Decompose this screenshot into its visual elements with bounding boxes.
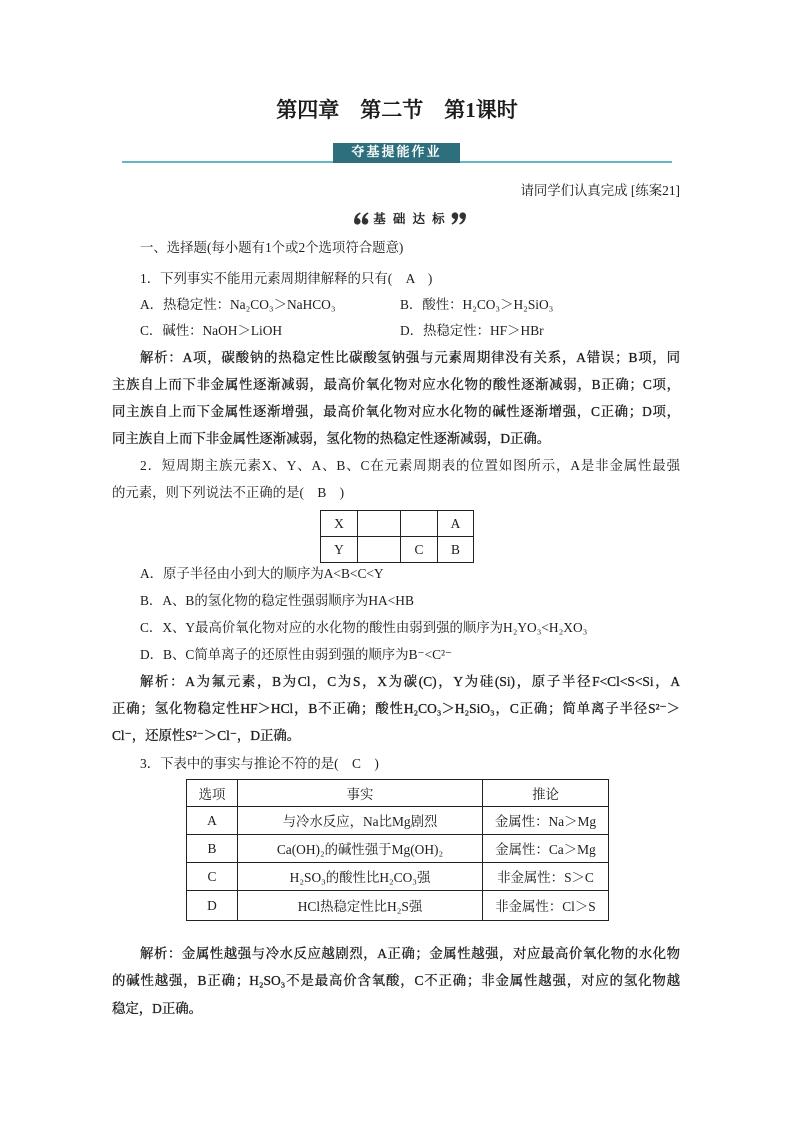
- table-cell: A: [187, 807, 238, 835]
- option-a: A．原子半径由小到大的顺序为A<B<C<Y: [140, 565, 384, 581]
- table-header-cell: 选项: [187, 780, 238, 807]
- fact-inference-table: [186, 779, 609, 921]
- option-a: A．热稳定性：Na₂CO₃＞NaHCO₃: [140, 296, 336, 312]
- section-heading: 一、选择题(每小题有1个或2个选项符合题意): [140, 239, 404, 255]
- analysis-line: 的碱性越强，B正确；H₂SO₃不是最高价含氧酸，C不正确；非金属性越强，对应的氢化物越: [112, 973, 680, 988]
- table-cell: HCl热稳定性比H₂S强: [238, 891, 483, 921]
- analysis-line: 主族自上而下非金属性逐渐减弱，最高价氧化物对应水化物的酸性逐渐减弱，B正确；C项，: [112, 376, 680, 392]
- table-cell: B: [438, 537, 474, 563]
- table-cell: B: [187, 835, 238, 863]
- table-header-cell: 事实: [238, 780, 483, 807]
- option-row: [112, 317, 680, 344]
- analysis-line: Cl⁻，还原性S²⁻＞Cl⁻，D正确。: [112, 727, 301, 743]
- question-2-analysis: [112, 668, 680, 749]
- table-header-row: [187, 780, 609, 807]
- homework-badge: 夺基提能作业: [333, 143, 460, 163]
- table-row: [187, 891, 609, 921]
- table-cell: 非金属性：S＞C: [483, 863, 609, 891]
- option-b: B．A、B的氢化物的稳定性强弱顺序为HA<HB: [140, 592, 414, 608]
- question-1-analysis: [112, 344, 680, 452]
- question-2-stem: [112, 452, 680, 506]
- section-heading-block: [112, 234, 680, 261]
- table-cell: [401, 511, 438, 537]
- table-header-cell: 推论: [483, 780, 609, 807]
- question-stem-line: 1．下列事实不能用元素周期律解释的只有( A ): [140, 270, 433, 286]
- question-1-stem: [112, 265, 680, 292]
- analysis-line: 正确；氢化物稳定性HF＞HCl，B不正确；酸性H₂CO₃＞H₂SiO₃，C正确；简单离子半径S²⁻＞: [112, 700, 680, 716]
- option-c: C．碱性：NaOH＞LiOH: [140, 322, 283, 338]
- periodic-position-table: [320, 510, 474, 563]
- table-row: [321, 511, 474, 537]
- option-b: B．酸性：H₂CO₃＞H₂SiO₃: [400, 296, 554, 312]
- analysis-line: 同主族自上而下非金属性逐渐减弱，氢化物的热稳定性逐渐减弱，D正确。: [112, 430, 551, 446]
- level-tag: [350, 207, 470, 229]
- question-stem-line: 的元素，则下列说法不正确的是( B ): [112, 484, 345, 500]
- analysis-line: 稳定，D正确。: [112, 1000, 203, 1016]
- table-cell: Y: [321, 537, 358, 563]
- analysis-line: 同主族自上而下金属性逐渐增强，最高价氧化物对应水化物的碱性逐渐增强，C正确；D项，: [112, 403, 680, 419]
- analysis-line: 解析：A项，碳酸钠的热稳定性比碳酸氢钠强与元素周期律没有关系，A错误；B项，同: [140, 349, 680, 365]
- table-cell: Ca(OH)₂的碱性强于Mg(OH)₂: [238, 835, 483, 863]
- option-d: D．B、C简单离子的还原性由弱到强的顺序为B⁻<C²⁻: [140, 646, 453, 662]
- question-3-stem: [112, 750, 680, 777]
- table-cell: H₂SO₃的酸性比H₂CO₃强: [238, 863, 483, 891]
- table-cell: C: [187, 863, 238, 891]
- table-cell: 非金属性：Cl＞S: [483, 891, 609, 921]
- question-1-options: [112, 291, 680, 344]
- table-cell: A: [438, 511, 474, 537]
- analysis-line: 解析：金属性越强与冷水反应越剧烈，A正确；金属性越强，对应最高价氧化物的水化物: [140, 945, 680, 961]
- table-cell: X: [321, 511, 358, 537]
- option-row: [112, 291, 680, 318]
- question-stem-line: 2．短周期主族元素X、Y、A、B、C在元素周期表的位置如图所示，A是非金属性最强: [140, 457, 680, 473]
- table-cell: [358, 511, 401, 537]
- table-cell: C: [401, 537, 438, 563]
- table-cell: D: [187, 891, 238, 921]
- option-d: D．热稳定性：HF＞HBr: [400, 322, 544, 338]
- open-quote-icon: [353, 211, 370, 226]
- question-3-analysis: [112, 940, 680, 1022]
- question-stem-line: 3．下表中的事实与推论不符的是( C ): [140, 755, 379, 771]
- analysis-line: 解析：A为氟元素，B为Cl，C为S，X为碳(C)，Y为硅(Si)，原子半径F<Cl<S<Si，A: [140, 673, 680, 689]
- table-row: [187, 863, 609, 891]
- table-row: [187, 835, 609, 863]
- table-cell: 金属性：Na＞Mg: [483, 807, 609, 835]
- table-cell: 与冷水反应，Na比Mg剧烈: [238, 807, 483, 835]
- assignment-note: 请同学们认真完成 [练案21]: [520, 182, 680, 198]
- question-2-options: [112, 560, 680, 668]
- table-cell: 金属性：Ca＞Mg: [483, 835, 609, 863]
- close-quote-icon: [450, 211, 467, 226]
- level-tag-label: 基 础 达 标: [373, 212, 447, 226]
- table-row: [187, 807, 609, 835]
- page-title: 第四章 第二节 第1课时: [276, 98, 518, 122]
- option-c: C．X、Y最高价氧化物对应的水化物的酸性由弱到强的顺序为H₂YO₃<H₂XO₃: [140, 619, 588, 635]
